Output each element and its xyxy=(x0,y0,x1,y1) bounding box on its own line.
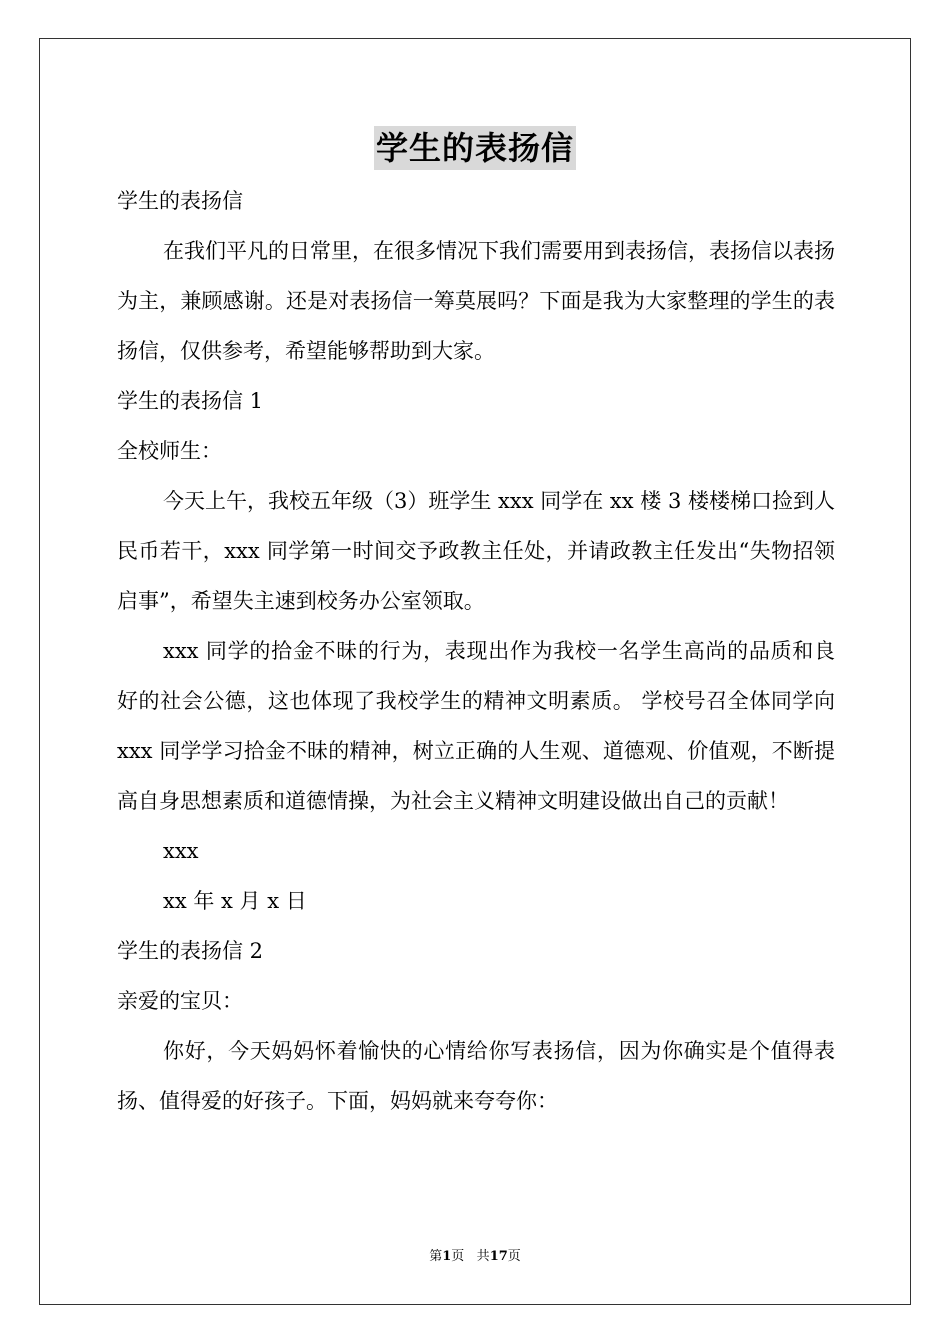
signature-name: xxx xyxy=(163,839,199,863)
paragraph-body-2: xxx 同学的拾金不昧的行为，表现出作为我校一名学生高尚的品质和良好的社会公德，这也体现了我校学生的精神文明素质。 学校号召全体同学向 xxx 同学学习拾金不昧的精神，树立正确的人生观、道德观、价值观，不断提高自身思想素质和道德情操，为社会主义精神文明建设做出自己的贡献！ xyxy=(117,639,842,813)
footer-total-suffix: 页 xyxy=(507,1249,521,1264)
footer-page-suffix: 页 xyxy=(451,1249,465,1264)
section-heading-2: 学生的表扬信 2 xyxy=(117,939,264,963)
section-heading-1: 学生的表扬信 1 xyxy=(117,389,264,413)
footer-total-prefix: 共 xyxy=(476,1249,490,1264)
document-title: 学生的表扬信 xyxy=(374,126,576,170)
title-wrapper xyxy=(0,126,950,170)
footer-page-number: 1 xyxy=(442,1249,452,1264)
document-body xyxy=(117,176,842,1126)
paragraph-body-1: 今天上午，我校五年级（3）班学生 xxx 同学在 xx 楼 3 楼楼梯口捡到人民币若干，xxx 同学第一时间交予政教主任处，并请政教主任发出“失物招领启事”，希望失主速到校务办公室领取。 xyxy=(117,489,835,613)
paragraph-body-3: 你好，今天妈妈怀着愉快的心情给你写表扬信，因为你确实是个值得表扬、值得爱的好孩子。下面，妈妈就来夸夸你： xyxy=(117,1039,835,1113)
page-footer xyxy=(0,1249,950,1265)
paragraph-intro: 在我们平凡的日常里，在很多情况下我们需要用到表扬信，表扬信以表扬为主，兼顾感谢。还是对表扬信一筹莫展吗？下面是我为大家整理的学生的表扬信，仅供参考，希望能够帮助到大家。 xyxy=(117,239,835,363)
footer-total-pages: 17 xyxy=(489,1249,508,1264)
salutation-1: 全校师生： xyxy=(117,439,222,463)
salutation-2: 亲爱的宝贝： xyxy=(117,989,243,1013)
footer-page-prefix: 第 xyxy=(429,1249,443,1264)
paragraph-subtitle: 学生的表扬信 xyxy=(117,189,243,213)
signature-date: xx 年 x 月 x 日 xyxy=(163,889,307,913)
